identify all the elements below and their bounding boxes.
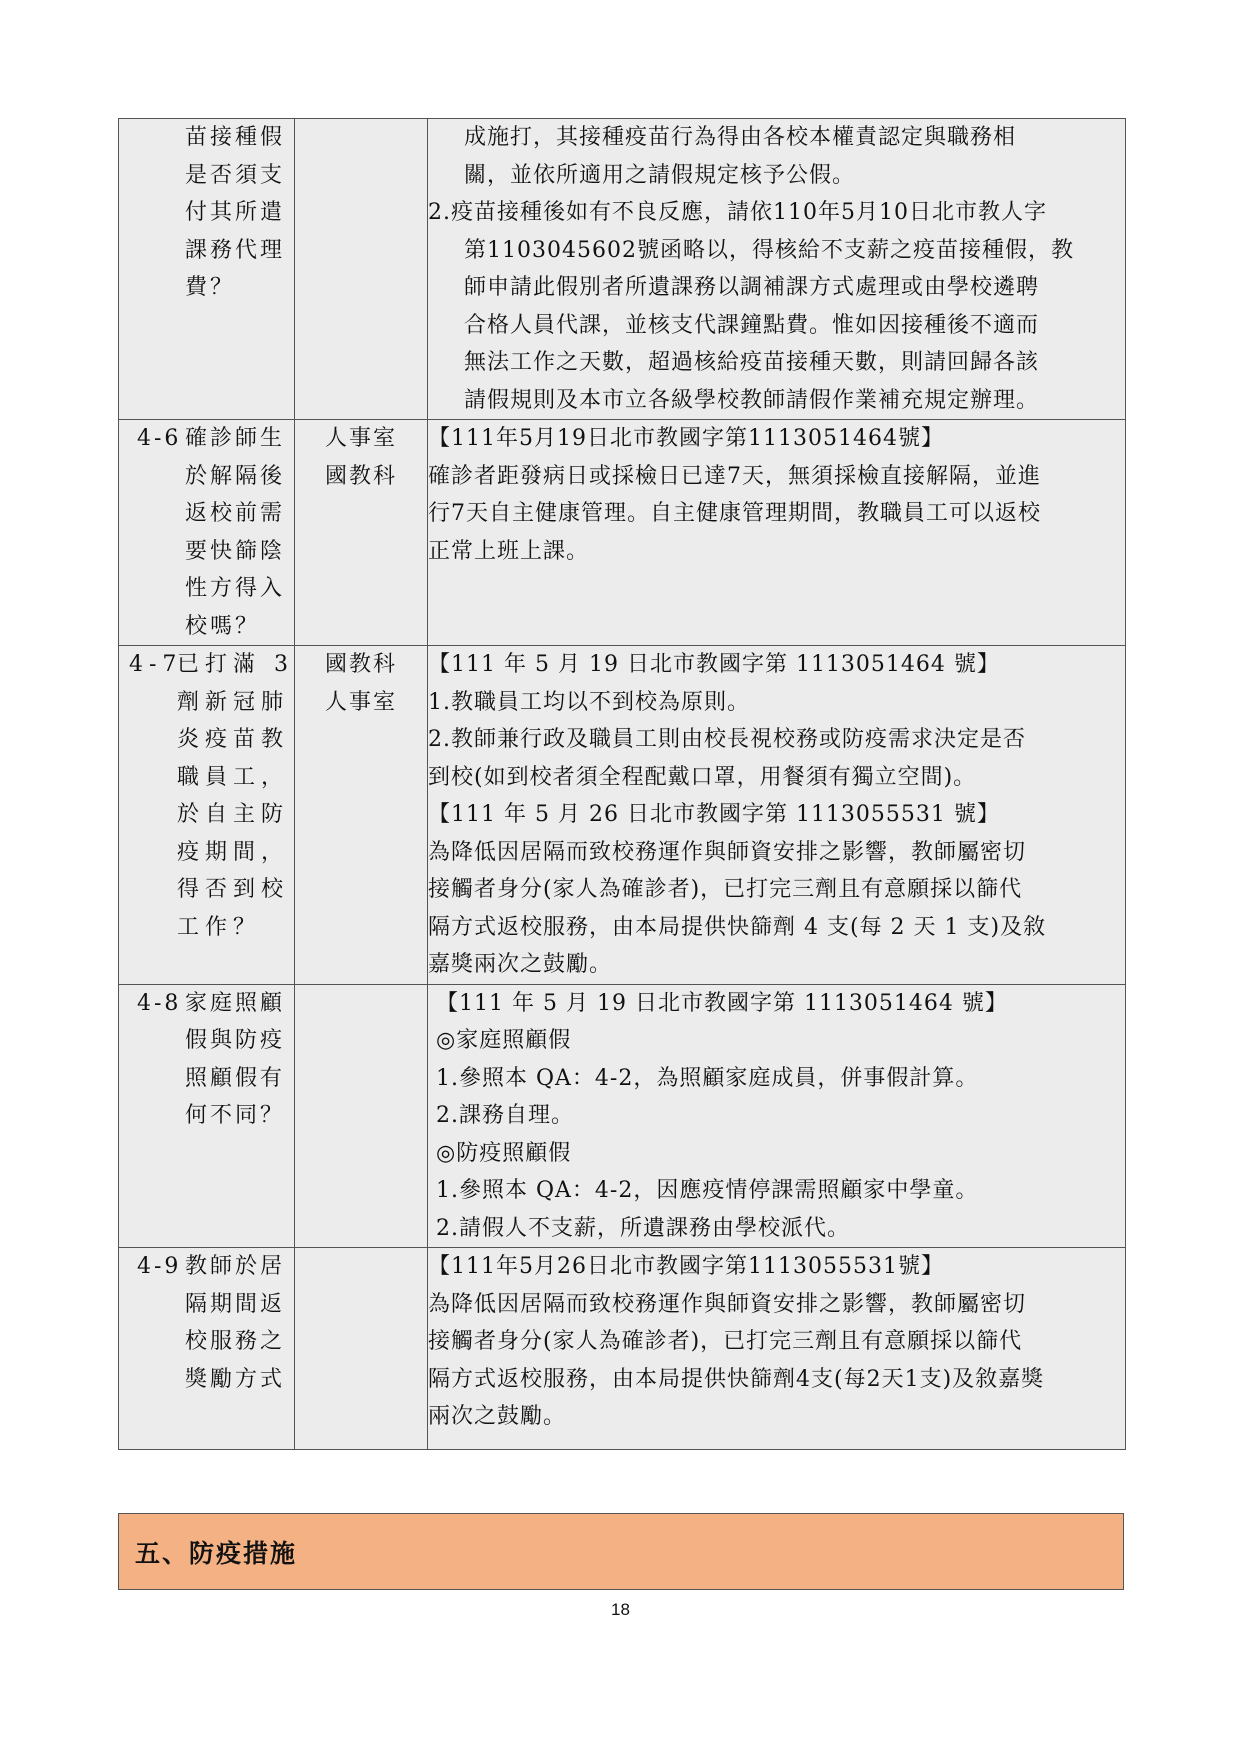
answer-line: 到校(如到校者須全程配戴口罩，用餐須有獨立空間)。 bbox=[428, 764, 977, 790]
question-line: 費？ bbox=[185, 275, 236, 300]
question-line: 付其所遣 bbox=[185, 200, 286, 225]
question-line: 炎疫苗教 bbox=[177, 727, 290, 752]
question-line: 性方得入 bbox=[185, 576, 286, 601]
answer-cell bbox=[428, 1248, 1126, 1450]
answer-line: 2.課務自理。 bbox=[436, 1103, 574, 1128]
answer-line: 1.教職員工均以不到校為原則。 bbox=[428, 689, 750, 715]
answer-line: 確診者距發病日或採檢日已達7天，無須採檢直接解隔，並進 bbox=[428, 463, 1041, 489]
answer-line: 正常上班上課。 bbox=[428, 538, 590, 564]
answer-line: 【111 年 5 月 19 日北市教國字第 1113051464 號】 bbox=[428, 652, 1000, 677]
unit-label: 國教科 bbox=[324, 463, 397, 489]
answer-line: 成施打，其接種疫苗行為得由各校本權責認定與職務相 bbox=[464, 125, 1017, 150]
unit-cell bbox=[295, 646, 428, 985]
section-header-bar bbox=[118, 1513, 1124, 1590]
question-line: 要快篩陰 bbox=[185, 538, 286, 564]
qa-row bbox=[119, 119, 1126, 420]
unit-label: 國教科 bbox=[324, 652, 397, 677]
question-line: 隔期間返 bbox=[185, 1291, 286, 1317]
question-line: 校服務之 bbox=[185, 1329, 286, 1354]
question-line bbox=[119, 420, 294, 458]
answer-line: 【111 年 5 月 26 日北市教國字第 1113055531 號】 bbox=[428, 802, 1000, 827]
qa-row bbox=[119, 984, 1126, 1248]
answer-line: 為降低因居隔而致校務運作與師資安排之影響，教師屬密切 bbox=[428, 839, 1027, 865]
answer-line: 關，並依所適用之請假規定核予公假。 bbox=[464, 162, 856, 188]
qa-row bbox=[119, 646, 1126, 985]
answer-cell bbox=[428, 119, 1126, 420]
answer-line: 嘉獎兩次之鼓勵。 bbox=[428, 952, 613, 977]
question-number: 4-8 bbox=[137, 990, 182, 1016]
answer-line: ◎防疫照顧假 bbox=[436, 1140, 572, 1166]
unit-cell bbox=[295, 119, 428, 420]
question-number: 4-7 bbox=[129, 652, 183, 677]
qa-table bbox=[118, 118, 1126, 1450]
question-cell bbox=[119, 984, 295, 1248]
question-line: 何不同？ bbox=[185, 1103, 286, 1128]
unit-label: 人事室 bbox=[324, 689, 397, 715]
question-line: 校嗎？ bbox=[185, 613, 261, 639]
answer-line: 2.教師兼行政及職員工則由校長視校務或防疫需求決定是否 bbox=[428, 727, 1026, 752]
question-cell bbox=[119, 119, 295, 420]
question-line: 疫期間， bbox=[177, 839, 290, 865]
unit-cell bbox=[295, 984, 428, 1248]
answer-line: 【111 年 5 月 19 日北市教國字第 1113051464 號】 bbox=[436, 990, 1008, 1016]
question-line bbox=[119, 1248, 294, 1286]
answer-line: 請假規則及本市立各級學校教師請假作業補充規定辦理。 bbox=[464, 387, 1040, 413]
question-line: 於自主防 bbox=[177, 802, 290, 827]
question-cell bbox=[119, 420, 295, 646]
answer-line: 1.參照本 QA：4-2，因應疫情停課需照顧家中學童。 bbox=[436, 1178, 979, 1203]
question-line: 返校前需 bbox=[185, 501, 286, 526]
answer-line: 合格人員代課，並核支代課鐘點費。惟如因接種後不適而 bbox=[464, 312, 1040, 338]
qa-row bbox=[119, 1248, 1126, 1450]
answer-line: 行7天自主健康管理。自主健康管理期間，教職員工可以返校 bbox=[428, 501, 1041, 526]
answer-line: 為降低因居隔而致校務運作與師資安排之影響，教師屬密切 bbox=[428, 1291, 1027, 1317]
answer-cell bbox=[428, 420, 1126, 646]
answer-line: 【111年5月19日北市教國字第1113051464號】 bbox=[428, 426, 944, 451]
question-number: 4-6 bbox=[137, 426, 182, 451]
answer-line: ◎家庭照顧假 bbox=[436, 1028, 572, 1053]
question-line bbox=[119, 985, 294, 1023]
question-cell bbox=[119, 1248, 295, 1450]
question-text: 教師於居 bbox=[185, 1254, 286, 1279]
question-line: 照顧假有 bbox=[185, 1065, 286, 1091]
question-text: 已打滿 3 bbox=[177, 652, 294, 677]
answer-line: 師申請此假別者所遺課務以調補課方式處理或由學校遴聘 bbox=[464, 275, 1040, 300]
question-cell bbox=[119, 646, 295, 985]
question-number: 4-9 bbox=[137, 1254, 182, 1279]
answer-line: 無法工作之天數，超過核給疫苗接種天數，則請回歸各該 bbox=[464, 350, 1040, 375]
unit-cell bbox=[295, 420, 428, 646]
question-line: 假與防疫 bbox=[185, 1028, 286, 1053]
question-line: 工作？ bbox=[177, 914, 262, 940]
question-line: 職員工， bbox=[177, 764, 290, 790]
question-line: 得否到校 bbox=[177, 877, 290, 902]
question-text: 家庭照顧 bbox=[185, 990, 286, 1016]
question-line bbox=[119, 646, 294, 684]
answer-line: 隔方式返校服務，由本局提供快篩劑4支(每2天1支)及敘嘉獎 bbox=[428, 1366, 1045, 1392]
answer-line: 隔方式返校服務，由本局提供快篩劑 4 支(每 2 天 1 支)及敘 bbox=[428, 914, 1047, 940]
question-line: 於解隔後 bbox=[185, 463, 286, 489]
answer-line: 【111年5月26日北市教國字第1113055531號】 bbox=[428, 1254, 944, 1279]
answer-cell bbox=[428, 984, 1126, 1248]
answer-line: 接觸者身分(家人為確診者)，已打完三劑且有意願採以篩代 bbox=[428, 1329, 1023, 1354]
qa-table-body bbox=[119, 119, 1126, 1450]
question-line: 課務代理 bbox=[185, 237, 286, 263]
page-number: 18 bbox=[611, 1600, 630, 1619]
answer-line: 第1103045602號函略以，得核給不支薪之疫苗接種假，教 bbox=[464, 237, 1074, 263]
question-line: 是否須支 bbox=[185, 162, 286, 188]
question-line: 獎勵方式 bbox=[185, 1366, 286, 1392]
answer-line: 2.疫苗接種後如有不良反應，請依110年5月10日北市教人字 bbox=[428, 200, 1047, 225]
answer-line: 1.參照本 QA：4-2，為照顧家庭成員，併事假計算。 bbox=[436, 1065, 979, 1091]
answer-line: 兩次之鼓勵。 bbox=[428, 1404, 567, 1429]
answer-cell bbox=[428, 646, 1126, 985]
answer-line: 接觸者身分(家人為確診者)，已打完三劑且有意願採以篩代 bbox=[428, 877, 1023, 902]
unit-label: 人事室 bbox=[324, 426, 397, 451]
question-line: 劑新冠肺 bbox=[177, 689, 290, 715]
question-line: 苗接種假 bbox=[185, 125, 286, 150]
section-title: 五、防疫措施 bbox=[135, 1539, 298, 1568]
answer-line: 2.請假人不支薪，所遺課務由學校派代。 bbox=[436, 1215, 850, 1241]
question-text: 確診師生 bbox=[185, 426, 286, 451]
unit-cell bbox=[295, 1248, 428, 1450]
qa-row bbox=[119, 420, 1126, 646]
